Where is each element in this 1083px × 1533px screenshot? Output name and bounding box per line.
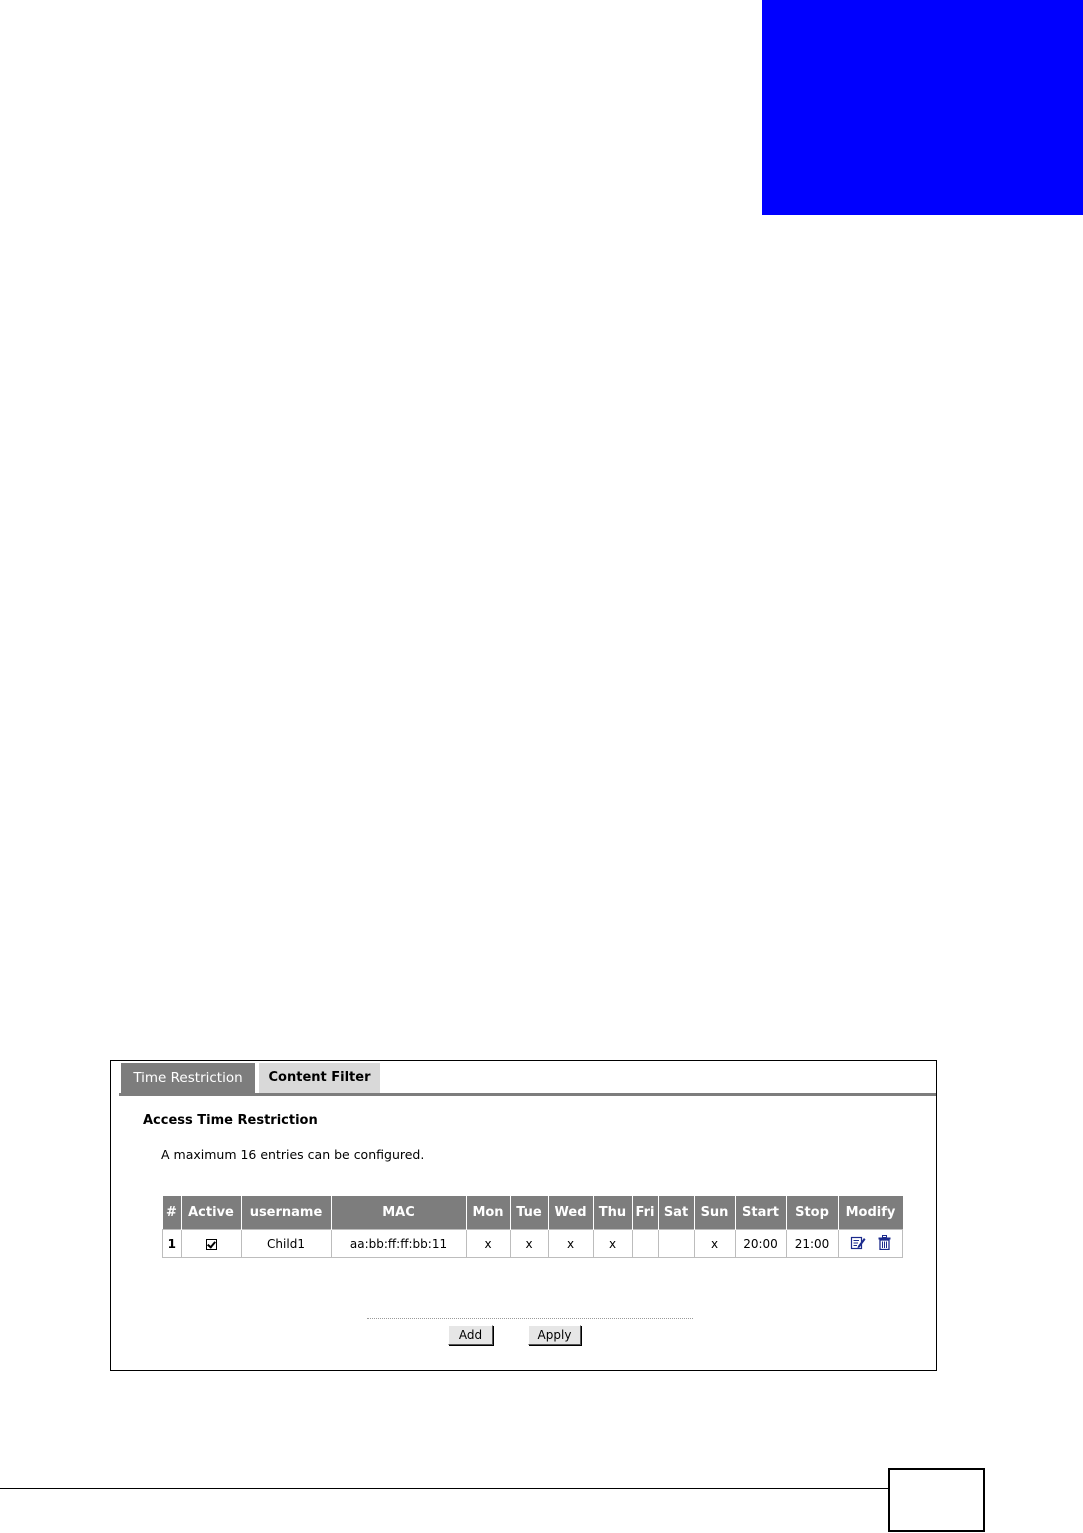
col-mac: MAC <box>331 1196 466 1230</box>
button-divider <box>367 1318 693 1319</box>
page-number-box <box>888 1468 985 1532</box>
mac-cell: aa:bb:ff:ff:bb:11 <box>331 1230 466 1258</box>
active-checkbox[interactable] <box>206 1239 217 1250</box>
col-username: username <box>241 1196 331 1230</box>
time-restriction-table <box>162 1196 903 1258</box>
stop-cell: 21:00 <box>786 1230 838 1258</box>
tue-cell: x <box>510 1230 548 1258</box>
username-cell: Child1 <box>241 1230 331 1258</box>
col-thu: Thu <box>593 1196 632 1230</box>
col-sat: Sat <box>658 1196 694 1230</box>
section-title: Access Time Restriction <box>143 1113 318 1128</box>
col-start: Start <box>735 1196 786 1230</box>
table-row <box>163 1230 903 1258</box>
delete-icon[interactable] <box>878 1235 891 1253</box>
active-cell <box>181 1230 241 1258</box>
access-time-restriction-screenshot <box>110 1060 937 1371</box>
modify-cell <box>838 1230 903 1258</box>
col-sun: Sun <box>694 1196 735 1230</box>
footer-rule <box>0 1488 888 1489</box>
col-mon: Mon <box>466 1196 510 1230</box>
table-header-row <box>163 1196 903 1230</box>
wed-cell: x <box>548 1230 593 1258</box>
entries-limit-note: A maximum 16 entries can be configured. <box>161 1147 425 1162</box>
sat-cell <box>658 1230 694 1258</box>
col-number: # <box>163 1196 182 1230</box>
mon-cell: x <box>466 1230 510 1258</box>
tab-time-restriction[interactable]: Time Restriction <box>121 1063 255 1093</box>
fri-cell <box>632 1230 658 1258</box>
sun-cell: x <box>694 1230 735 1258</box>
start-cell: 20:00 <box>735 1230 786 1258</box>
tab-content-filter[interactable]: Content Filter <box>259 1063 380 1093</box>
col-fri: Fri <box>632 1196 658 1230</box>
col-active: Active <box>181 1196 241 1230</box>
edit-icon[interactable] <box>850 1235 866 1253</box>
col-modify: Modify <box>838 1196 903 1230</box>
col-stop: Stop <box>786 1196 838 1230</box>
chapter-tab-block <box>762 0 1083 215</box>
thu-cell: x <box>593 1230 632 1258</box>
add-button[interactable]: Add <box>448 1325 493 1345</box>
row-number: 1 <box>163 1230 182 1258</box>
col-wed: Wed <box>548 1196 593 1230</box>
apply-button[interactable]: Apply <box>528 1325 581 1345</box>
tab-bar <box>119 1063 936 1096</box>
col-tue: Tue <box>510 1196 548 1230</box>
